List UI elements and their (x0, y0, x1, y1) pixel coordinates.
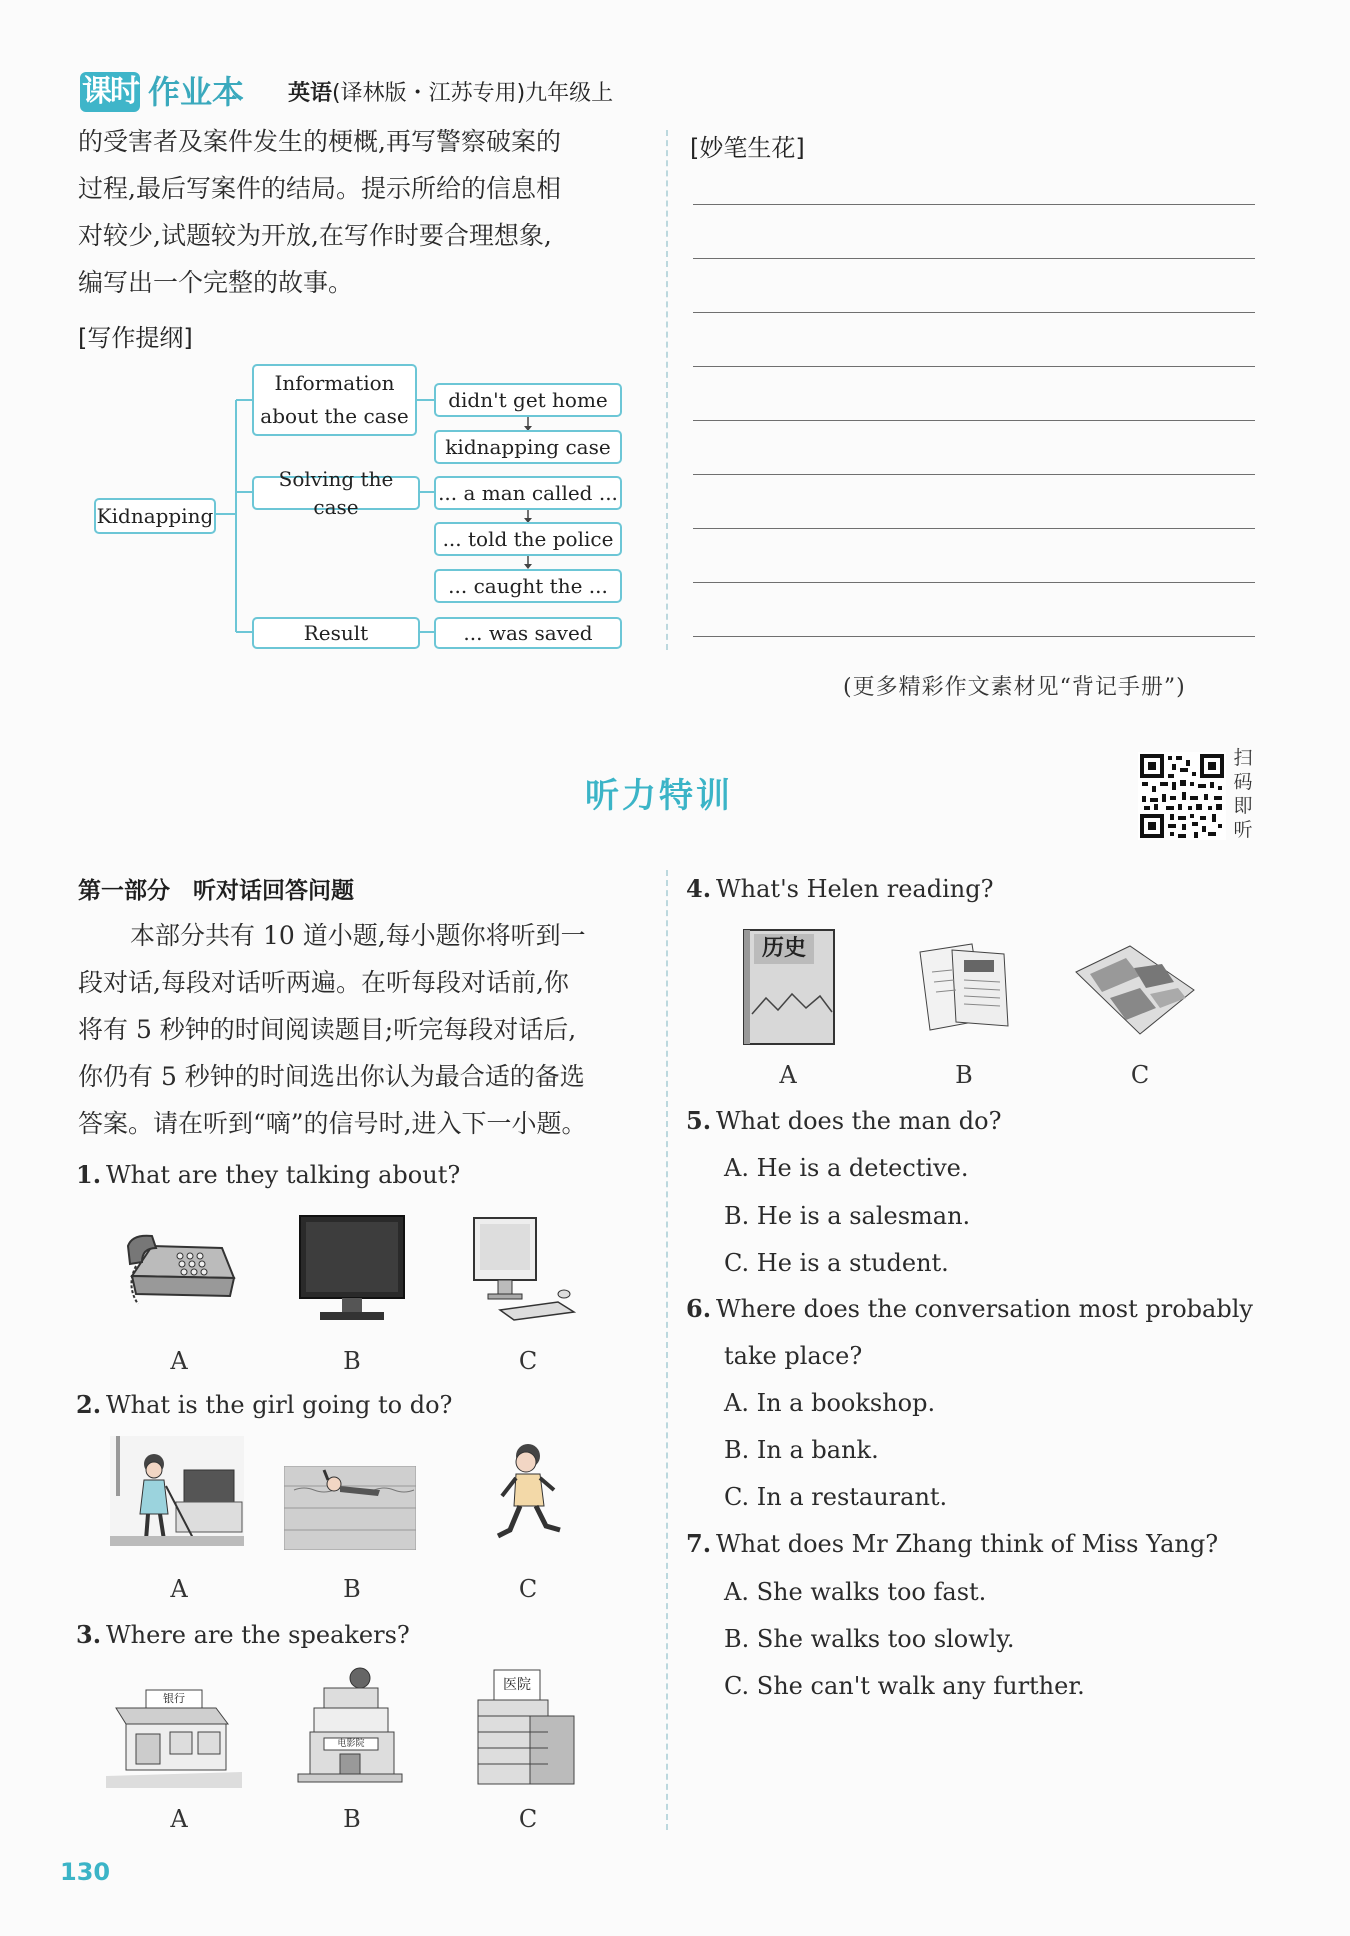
option-label[interactable]: A (170, 1347, 188, 1375)
option-b[interactable]: B. She walks too slowly. (724, 1625, 1015, 1653)
instruction-line: 本部分共有 10 道小题,每小题你将听到一 (130, 921, 586, 950)
question-text: What are they talking about? (106, 1161, 461, 1189)
cinema-sign: 电影院 (337, 1739, 365, 1749)
subject-name: 英语 (288, 81, 333, 106)
outline-detail: ... a man called ... (434, 476, 622, 510)
option-label[interactable]: B (343, 1805, 361, 1833)
question-text: What does the man do? (716, 1107, 1002, 1135)
question-number: 3. (76, 1620, 102, 1649)
question-number: 5. (686, 1106, 712, 1135)
cinema-icon (290, 1664, 406, 1788)
outline-branch-solving: Solving the case (252, 476, 420, 510)
option-b[interactable]: B. He is a salesman. (724, 1202, 971, 1230)
outline-detail: didn't get home (434, 383, 622, 417)
option-label[interactable]: B (343, 1575, 361, 1603)
scan-label (1232, 746, 1254, 842)
part1-title: 第一部分 听对话回答问题 (78, 878, 354, 904)
question-text: What's Helen reading? (716, 875, 994, 903)
scan-char: 码 (1233, 771, 1253, 793)
instruction-line: 段对话,每段对话听两遍。在听每段对话前,你 (78, 968, 569, 997)
writing-line[interactable] (693, 258, 1255, 259)
writing-line[interactable] (693, 636, 1255, 637)
cinema-building[interactable] (290, 1664, 406, 1788)
telephone-icon[interactable] (122, 1226, 240, 1310)
outline-detail: ... caught the ... (434, 569, 622, 603)
brand-logo-text: 作业本 (148, 73, 245, 111)
intro-line: 过程,最后写案件的结局。提示所给的信息相 (78, 174, 561, 203)
option-b[interactable]: B. In a bank. (724, 1436, 879, 1464)
question-text: Where are the speakers? (106, 1621, 410, 1649)
option-label[interactable]: C (1130, 1061, 1150, 1089)
swimming-icon[interactable] (284, 1466, 416, 1550)
brand-logo-box: 课时 (80, 72, 140, 112)
option-c[interactable]: C. She can't walk any further. (724, 1672, 1085, 1700)
question-1 (76, 1160, 460, 1190)
intro-line: 对较少,试题较为开放,在写作时要合理想象, (78, 221, 552, 250)
question-4 (686, 874, 993, 904)
intro-line: 编写出一个完整的故事。 (78, 268, 354, 297)
writing-title: [妙笔生花] (690, 134, 805, 162)
history-book[interactable] (742, 928, 836, 1046)
column-divider (666, 870, 668, 1830)
question-number: 6. (686, 1294, 712, 1323)
writing-line[interactable] (693, 528, 1255, 529)
instruction-line: 答案。请在听到“嘀”的信号时,进入下一小题。 (78, 1109, 587, 1138)
option-label[interactable]: C (518, 1347, 538, 1375)
branch-info-line: Information (274, 371, 395, 395)
scan-char: 扫 (1233, 747, 1253, 769)
option-a[interactable]: A. She walks too fast. (724, 1578, 987, 1606)
book-title: 历史 (761, 936, 806, 961)
scan-char: 听 (1233, 819, 1253, 841)
question-5 (686, 1106, 1001, 1136)
television-icon[interactable] (296, 1212, 408, 1324)
option-a[interactable]: A. He is a detective. (724, 1154, 969, 1182)
writing-line[interactable] (693, 582, 1255, 583)
computer-icon[interactable] (470, 1214, 580, 1324)
edition-text: (译林版・江苏专用)九年级上 (332, 81, 614, 106)
option-label[interactable]: A (779, 1061, 797, 1089)
bank-icon (106, 1668, 242, 1788)
material-note: (更多精彩作文素材见“背记手册”) (843, 675, 1186, 700)
girl-mopping-icon[interactable] (110, 1436, 244, 1546)
column-divider (666, 130, 668, 650)
outline-branch-info (252, 364, 417, 436)
travel-magazine-icon[interactable] (1070, 942, 1200, 1038)
girl-running-icon[interactable] (488, 1440, 570, 1550)
outline-connectors (0, 0, 1350, 700)
question-number: 7. (686, 1529, 712, 1558)
option-c[interactable]: C. In a restaurant. (724, 1483, 948, 1511)
instruction-line: 将有 5 秒钟的时间阅读题目;听完每段对话后, (78, 1015, 577, 1044)
scan-char: 即 (1233, 795, 1253, 817)
page-number: 130 (60, 1858, 111, 1886)
question-2 (76, 1390, 452, 1420)
hospital-sign: 医院 (503, 1677, 531, 1693)
option-a[interactable]: A. In a bookshop. (724, 1389, 936, 1417)
instruction-line: 你仍有 5 秒钟的时间选出你认为最合适的备选 (78, 1062, 585, 1091)
question-number: 4. (686, 874, 712, 903)
newspaper-icon[interactable] (912, 942, 1016, 1034)
writing-line[interactable] (693, 312, 1255, 313)
question-3 (76, 1620, 410, 1650)
option-label[interactable]: A (170, 1575, 188, 1603)
qr-code-icon[interactable] (1138, 752, 1226, 840)
option-label[interactable]: A (170, 1805, 188, 1833)
writing-line[interactable] (693, 420, 1255, 421)
outline-detail: kidnapping case (434, 430, 622, 464)
listening-title: 听力特训 (585, 776, 733, 816)
question-6-continued: take place? (724, 1342, 863, 1370)
bank-building[interactable] (106, 1668, 242, 1788)
question-7 (686, 1529, 1218, 1559)
bank-sign: 银行 (163, 1692, 185, 1705)
option-label[interactable]: C (518, 1805, 538, 1833)
outline-title: [写作提纲] (78, 324, 193, 352)
writing-line[interactable] (693, 366, 1255, 367)
writing-line[interactable] (693, 474, 1255, 475)
question-number: 1. (76, 1160, 102, 1189)
question-text: What does Mr Zhang think of Miss Yang? (716, 1530, 1219, 1558)
intro-line: 的受害者及案件发生的梗概,再写警察破案的 (78, 127, 561, 156)
option-c[interactable]: C. He is a student. (724, 1249, 949, 1277)
question-number: 2. (76, 1390, 102, 1419)
outline-detail: ... was saved (434, 617, 622, 649)
writing-line[interactable] (693, 204, 1255, 205)
outline-branch-result: Result (252, 617, 420, 649)
question-text: What is the girl going to do? (106, 1391, 453, 1419)
option-label[interactable]: C (518, 1575, 538, 1603)
outline-root: Kidnapping (94, 498, 216, 534)
branch-info-line: about the case (260, 404, 409, 428)
option-label[interactable]: B (955, 1061, 973, 1089)
part1-instructions (78, 912, 658, 1147)
question-text: Where does the conversation most probably (716, 1295, 1253, 1323)
question-6 (686, 1294, 1253, 1324)
outline-detail: ... told the police (434, 522, 622, 556)
hospital-building[interactable] (470, 1660, 580, 1788)
option-label[interactable]: B (343, 1347, 361, 1375)
